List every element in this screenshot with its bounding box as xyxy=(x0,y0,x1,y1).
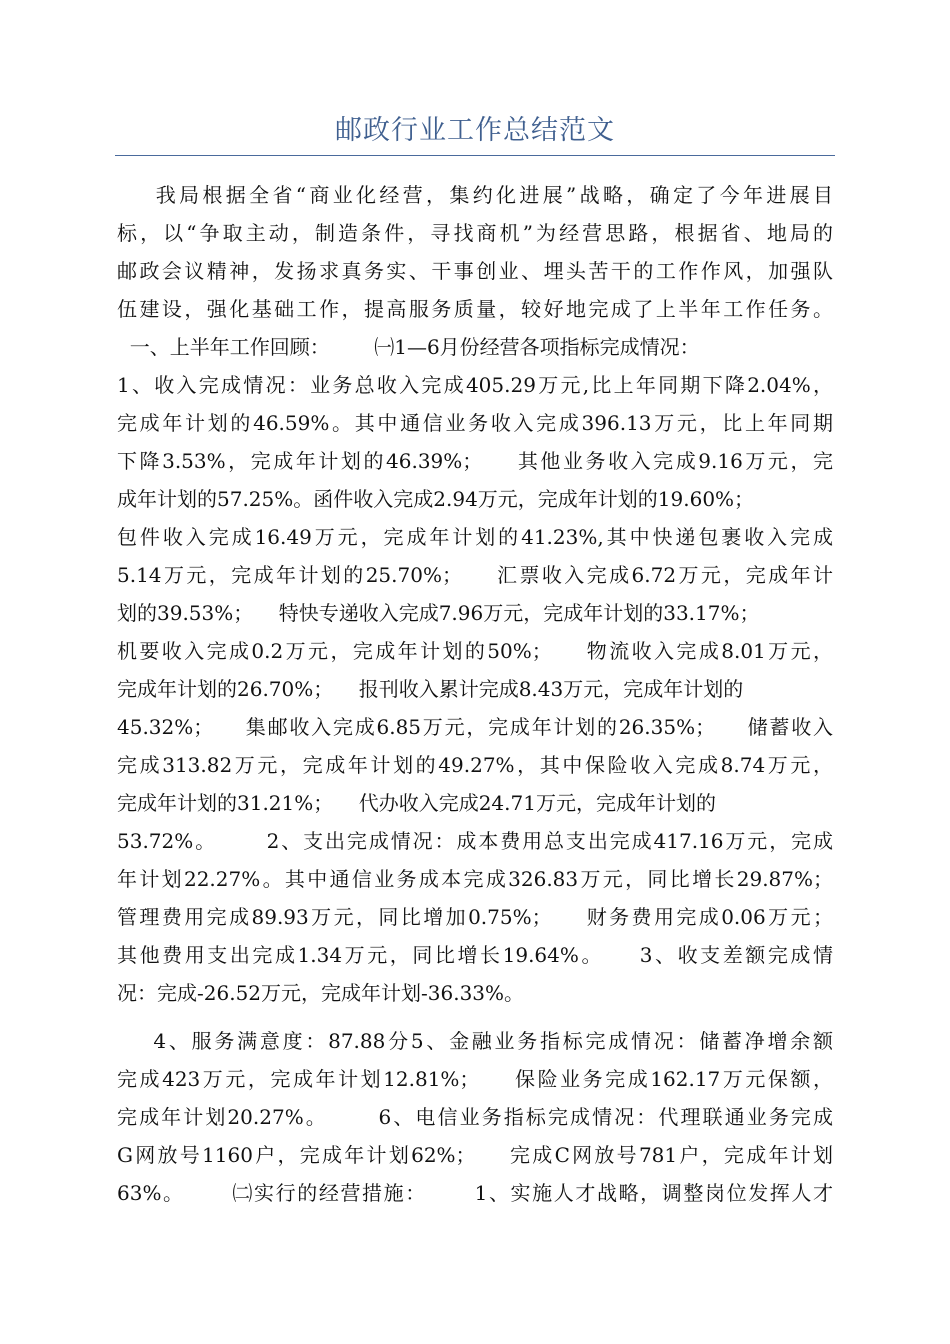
text-line: G网放号1160户，完成年计划62%； 完成C网放号781户，完成年计划 xyxy=(117,1143,833,1167)
text-line: 完成年计划的46.59%。其中通信业务收入完成396.13万元，比上年同期 xyxy=(117,411,833,435)
text-line: 53.72%。 2、支出完成情况：成本费用总支出完成417.16万元，完成 xyxy=(117,829,833,853)
text-line: 5.14万元，完成年计划的25.70%； 汇票收入完成6.72万元，完成年计 xyxy=(117,563,833,587)
text-line: 45.32%； 集邮收入完成6.85万元，完成年计划的26.35%； 储蓄收入 xyxy=(117,715,833,739)
text-line: 一、上半年工作回顾： ㈠1—6月份经营各项指标完成情况： xyxy=(117,335,700,359)
paragraph-gap xyxy=(117,1012,833,1022)
text-line: 下降3.53%，完成年计划的46.39%； 其他业务收入完成9.16万元，完 xyxy=(117,449,833,473)
text-line: 完成年计划20.27%。 6、电信业务指标完成情况：代理联通业务完成 xyxy=(117,1105,833,1129)
text-line: 4、服务满意度：87.88分5、金融业务指标完成情况：储蓄净增余额 xyxy=(117,1029,833,1053)
title-underline xyxy=(115,155,835,156)
text-line: 完成年计划的26.70%； 报刊收入累计完成8.43万元，完成年计划的 xyxy=(117,677,744,701)
document-title: 邮政行业工作总结范文 xyxy=(335,115,615,146)
text-line: 完成423万元，完成年计划12.81%； 保险业务完成162.17万元保额， xyxy=(117,1067,833,1091)
text-line: 划的39.53%； 特快专递收入完成7.96万元，完成年计划的33.17%； xyxy=(117,601,760,625)
text-line: 管理费用完成89.93万元，同比增加0.75%； 财务费用完成0.06万元； xyxy=(117,905,833,929)
text-line: 其他费用支出完成1.34万元，同比增长19.64%。 3、收支差额完成情 xyxy=(117,943,833,967)
text-line: 伍建设，强化基础工作，提高服务质量，较好地完成了上半年工作任务。 xyxy=(117,297,833,321)
text-line: 包件收入完成16.49万元，完成年计划的41.23%,其中快递包裹收入完成 xyxy=(117,525,833,549)
text-line: 成年计划的57.25%。函件收入完成2.94万元，完成年计划的19.60%； xyxy=(117,487,755,511)
text-line: 我局根据全省“商业化经营，集约化进展”战略，确定了今年进展目 xyxy=(117,183,833,207)
text-line: 标，以“争取主动，制造条件，寻找商机”为经营思路，根据省、地局的 xyxy=(117,221,833,245)
text-line: 年计划22.27%。其中通信业务成本完成326.83万元，同比增长29.87%； xyxy=(117,867,833,891)
text-line: 完成313.82万元，完成年计划的49.27%，其中保险收入完成8.74万元， xyxy=(117,753,833,777)
text-line: 完成年计划的31.21%； 代办收入完成24.71万元，完成年计划的 xyxy=(117,791,716,815)
text-line: 邮政会议精神，发扬求真务实、干事创业、埋头苦干的工作作风，加强队 xyxy=(117,259,833,283)
text-line: 况：完成-26.52万元，完成年计划-36.33%。 xyxy=(117,981,525,1005)
text-line: 63%。 ㈡实行的经营措施： 1、实施人才战略，调整岗位发挥人才 xyxy=(117,1181,833,1205)
document-body xyxy=(117,176,833,1212)
text-line: 机要收入完成0.2万元，完成年计划的50%； 物流收入完成8.01万元， xyxy=(117,639,833,663)
text-line: 1、收入完成情况：业务总收入完成405.29万元,比上年同期下降2.04%， xyxy=(117,373,833,397)
